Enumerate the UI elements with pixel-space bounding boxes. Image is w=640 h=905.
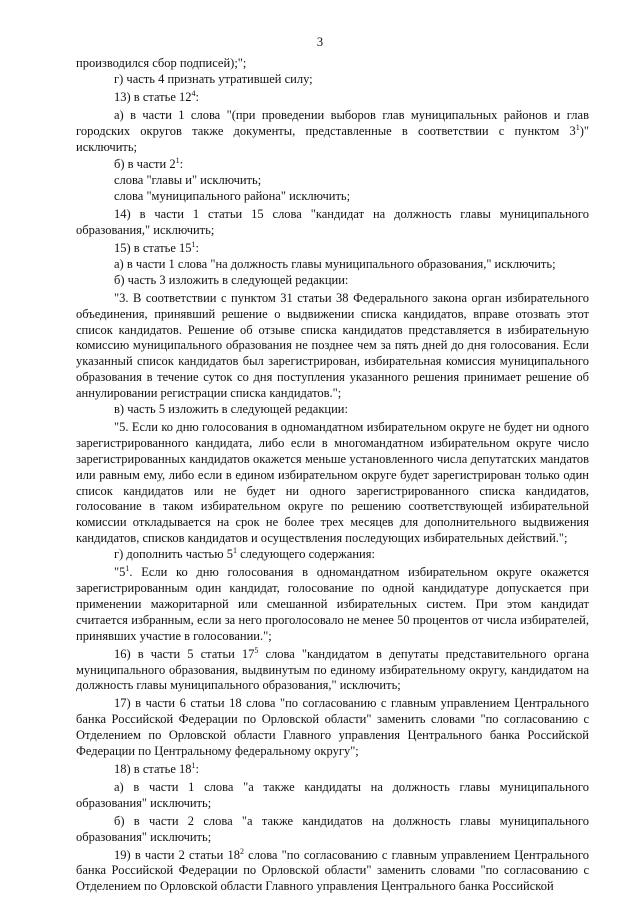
superscript: 1: [575, 122, 580, 132]
paragraph: [76, 157, 589, 173]
text-run: слова "главы и" исключить;: [114, 173, 262, 188]
text-run: 14) в части 1 статьи 15 слова "кандидат на должность главы муниципального образования," исключить;: [76, 207, 589, 238]
text-run: "5. Если ко дню голосования в одномандатном избирательном округе не будет ни одного зарегистрированного кандидата, либо если в многомандатном избирательном округе число зарегистрированных кандидатов окажется меньше установленного числа депутатских мандатов или равным ему, либо если в едином избирательном округе будет зарегистрирован только один список кандидатов или не будет ни одного зарегистрированного списка кандидатов, голосование в таком избирательном округе по решению соответствующей избирательной комиссии откладывается на срок не более трех месяцев для дополнительного выдвижения кандидатов, списков кандидатов и осуществления последующих избирательных действий.";: [76, 419, 589, 546]
superscript: 1: [191, 760, 196, 770]
paragraph: [76, 780, 589, 812]
text-run: "5: [114, 565, 126, 580]
text-run: . Если ко дню голосования в одномандатном избирательном округе окажется зарегистрированным один кандидат, голосование по одной кандидатуре допускается при применении мажоритарной или смешанной избирательных систем. При этом кандидат считается избранным, если за него проголосовало не менее 50 процентов от числа избирателей, принявших участие в голосовании.";: [76, 565, 589, 643]
text-run: )" исключить;: [76, 123, 589, 154]
superscript: 5: [254, 645, 259, 655]
text-run: 19) в части 2 статьи 18: [114, 847, 240, 862]
superscript: 4: [191, 88, 196, 98]
paragraph: [76, 814, 589, 846]
superscript: 1: [125, 564, 130, 574]
text-run: 16) в части 5 статьи 17: [114, 646, 255, 661]
paragraph: [76, 420, 589, 547]
paragraph: [76, 273, 589, 289]
text-run: производился сбор подписей);";: [76, 56, 247, 70]
superscript: 1: [175, 156, 180, 166]
text-run: а) в части 1 слова "на должность главы муниципального образования," исключить;: [114, 256, 556, 271]
paragraph: [76, 291, 589, 402]
text-run: слова "по согласованию с главным управлением Центрального банка Российской Федерации по Орловской области" заменить словами "по согласованию с Отделением по Орловской области Главного управления Центрального банка Российской: [76, 847, 590, 894]
text-run: 18) в статье 18: [114, 761, 192, 776]
page-number: 3: [316, 35, 324, 49]
text-run: :: [195, 240, 200, 255]
superscript: 1: [191, 239, 196, 249]
text-run: 17) в части 6 статьи 18 слова "по согласованию с главным управлением Центрального банка Российской Федерации по Орловской области" заменить словами "по согласованию с Отделением по Орловской области Главного управления Центрального банка Российской Федерации по Центральному федеральному округу";: [76, 696, 589, 759]
text-run: б) в части 2: [114, 157, 176, 172]
paragraph: [76, 257, 589, 273]
paragraph: [76, 189, 589, 205]
text-run: а) в части 1 слова "(при проведении выборов глав муниципальных районов и глав городских округов также документы, представленные в соответствии с пунктом 3: [76, 107, 589, 138]
text-run: "3. В соответствии с пунктом 31 статьи 38 Федерального закона орган избирательного объединения, принявший решение о выдвижении списка кандидатов, вправе отозвать этот список кандидатов. Решение об отзыве списка кандидатов представляется в избирательную комиссию муниципального образования не позднее чем за пять дней до дня голосования. Если указанный список кандидатов был зарегистрирован, избирательная комиссия муниципального образования в течение суток со дня поступления указанного решения принимает решение об аннулировании регистрации списка кандидатов.";: [76, 290, 589, 401]
document-body: [76, 56, 589, 895]
paragraph: [76, 72, 589, 88]
paragraph: [76, 241, 589, 257]
paragraph: [76, 207, 589, 239]
text-run: г) часть 4 признать утратившей силу;: [114, 71, 313, 86]
paragraph: [76, 762, 589, 778]
text-run: :: [179, 157, 184, 172]
paragraph: [76, 565, 589, 645]
paragraph: [76, 108, 589, 156]
text-run: :: [195, 89, 200, 104]
superscript: 1: [232, 546, 237, 556]
text-run: 15) в статье 15: [114, 240, 192, 255]
text-run: а) в части 1 слова "а также кандидаты на должность главы муниципального образования" исключить;: [76, 779, 589, 810]
text-run: следующего содержания:: [236, 547, 375, 562]
superscript: 2: [239, 846, 244, 856]
paragraph: [76, 848, 589, 896]
text-run: слова "кандидатом в депутаты представительного органа муниципального образования, выдвинутым по единому избирательному округу, кандидатом на должность главы муниципального образования," исключить;: [76, 646, 590, 693]
text-run: :: [195, 761, 200, 776]
paragraph: [76, 402, 589, 418]
text-run: б) в части 2 слова "а также кандидатов на должность главы муниципального образования" исключить;: [76, 813, 589, 844]
paragraph: [76, 56, 589, 72]
paragraph: [76, 90, 589, 106]
paragraph: [76, 547, 589, 563]
paragraph: [76, 696, 589, 760]
text-run: г) дополнить частью 5: [114, 547, 233, 562]
text-run: в) часть 5 изложить в следующей редакции:: [114, 402, 348, 417]
text-run: 13) в статье 12: [114, 89, 192, 104]
paragraph: [76, 647, 589, 695]
text-run: слова "муниципального района" исключить;: [114, 189, 351, 204]
paragraph: [76, 173, 589, 189]
text-run: б) часть 3 изложить в следующей редакции:: [114, 272, 349, 287]
